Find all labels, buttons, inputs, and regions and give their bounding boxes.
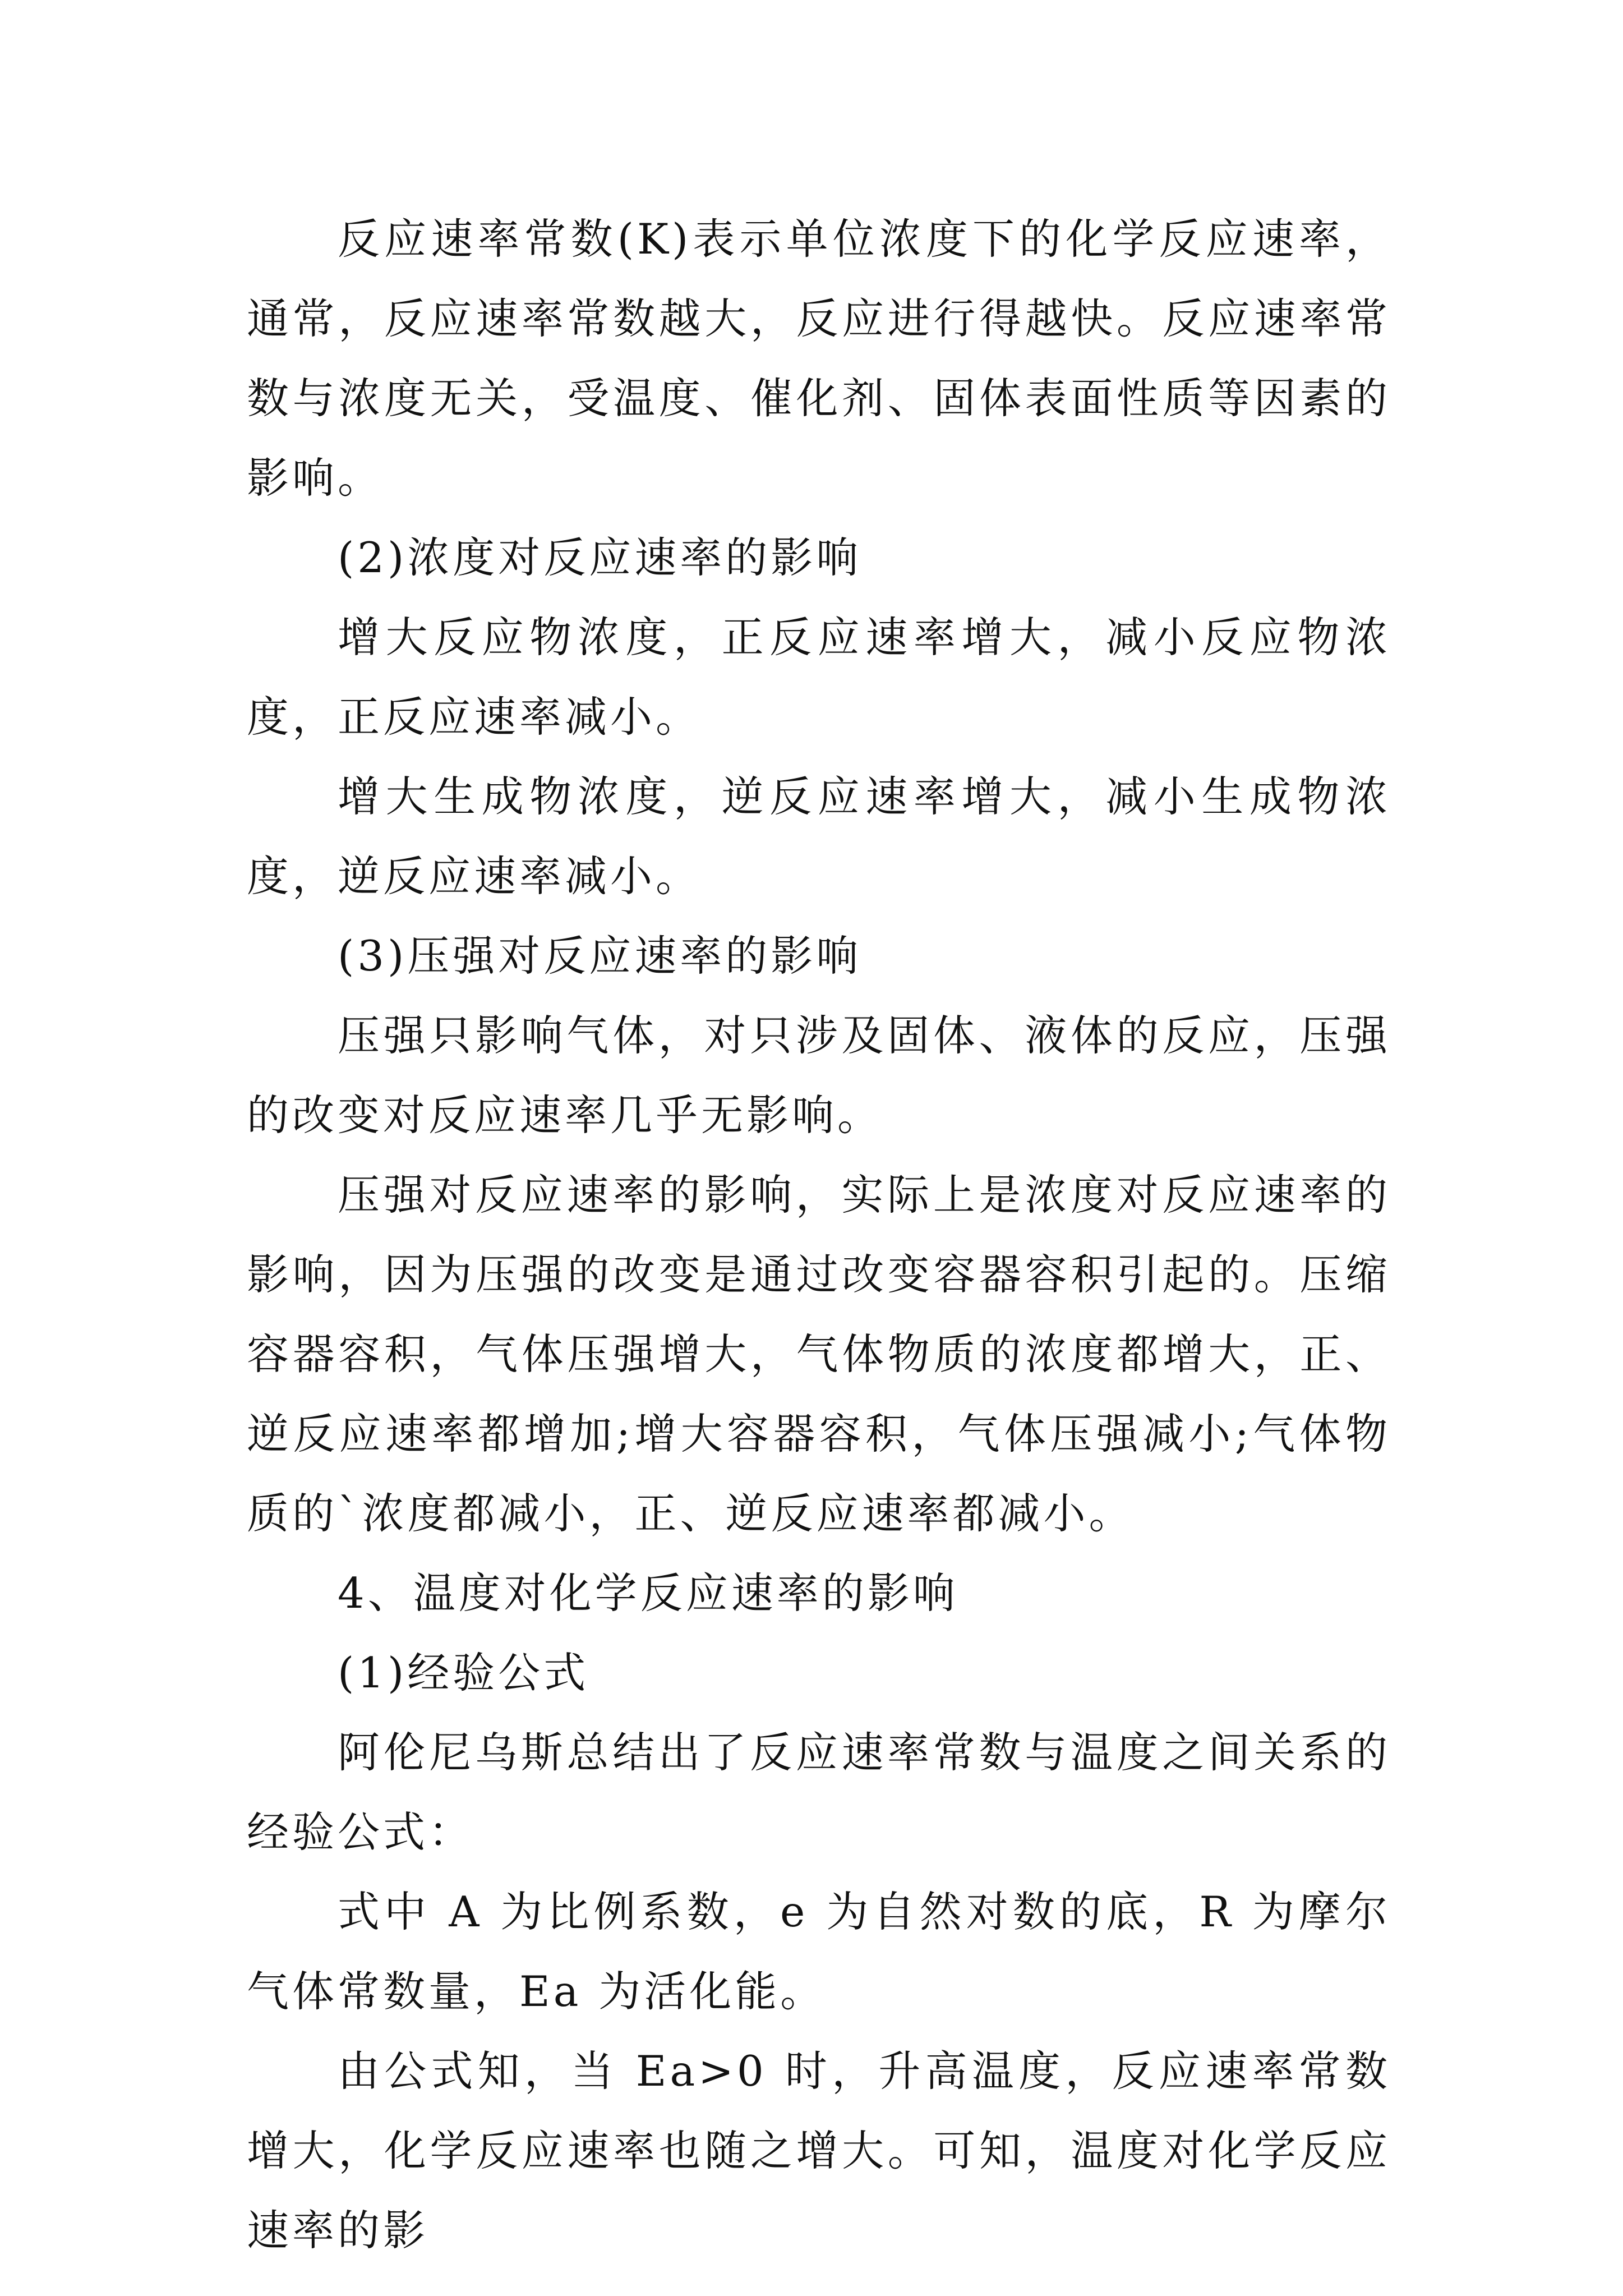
heading-concentration-effect: (2)浓度对反应速率的影响 [338, 533, 862, 582]
document-body [247, 199, 1391, 2270]
paragraph-arrhenius: 阿伦尼乌斯总结出了反应速率常数与温度之间关系的经验公式： [247, 1728, 1391, 1857]
paragraph-rate-constant: 反应速率常数(K)表示单位浓度下的化学反应速率，通常，反应速率常数越大，反应进行得越快。反应速率常数与浓度无关，受温度、催化剂、固体表面性质等因素的影响。 [247, 214, 1391, 503]
heading-empirical-formula: (1)经验公式 [338, 1648, 589, 1697]
paragraph-product-concentration: 增大生成物浓度，逆反应速率增大，减小生成物浓度，逆反应速率减小。 [247, 772, 1391, 901]
paragraph-pressure-explanation: 压强对反应速率的影响，实际上是浓度对反应速率的影响，因为压强的改变是通过改变容器容积引起的。压缩容器容积，气体压强增大，气体物质的浓度都增大，正、逆反应速率都增加;增大容器容积，气体压强减小;气体物质的`浓度都减小，正、逆反应速率都减小。 [247, 1170, 1391, 1538]
paragraph-formula-symbols: 式中 A 为比例系数，e 为自然对数的底，R 为摩尔气体常数量，Ea 为活化能。 [247, 1887, 1391, 2016]
paragraph-reactant-concentration: 增大反应物浓度，正反应速率增大，减小反应物浓度，正反应速率减小。 [247, 613, 1391, 742]
paragraph-pressure-gas-only: 压强只影响气体，对只涉及固体、液体的反应，压强的改变对反应速率几乎无影响。 [247, 1011, 1391, 1140]
heading-pressure-effect: (3)压强对反应速率的影响 [338, 931, 862, 981]
heading-temperature-effect: 4、温度对化学反应速率的影响 [338, 1568, 958, 1618]
paragraph-temperature-conclusion: 由公式知，当 Ea>0 时，升高温度，反应速率常数增大，化学反应速率也随之增大。可知，温度对化学反应速率的影 [247, 2046, 1391, 2255]
